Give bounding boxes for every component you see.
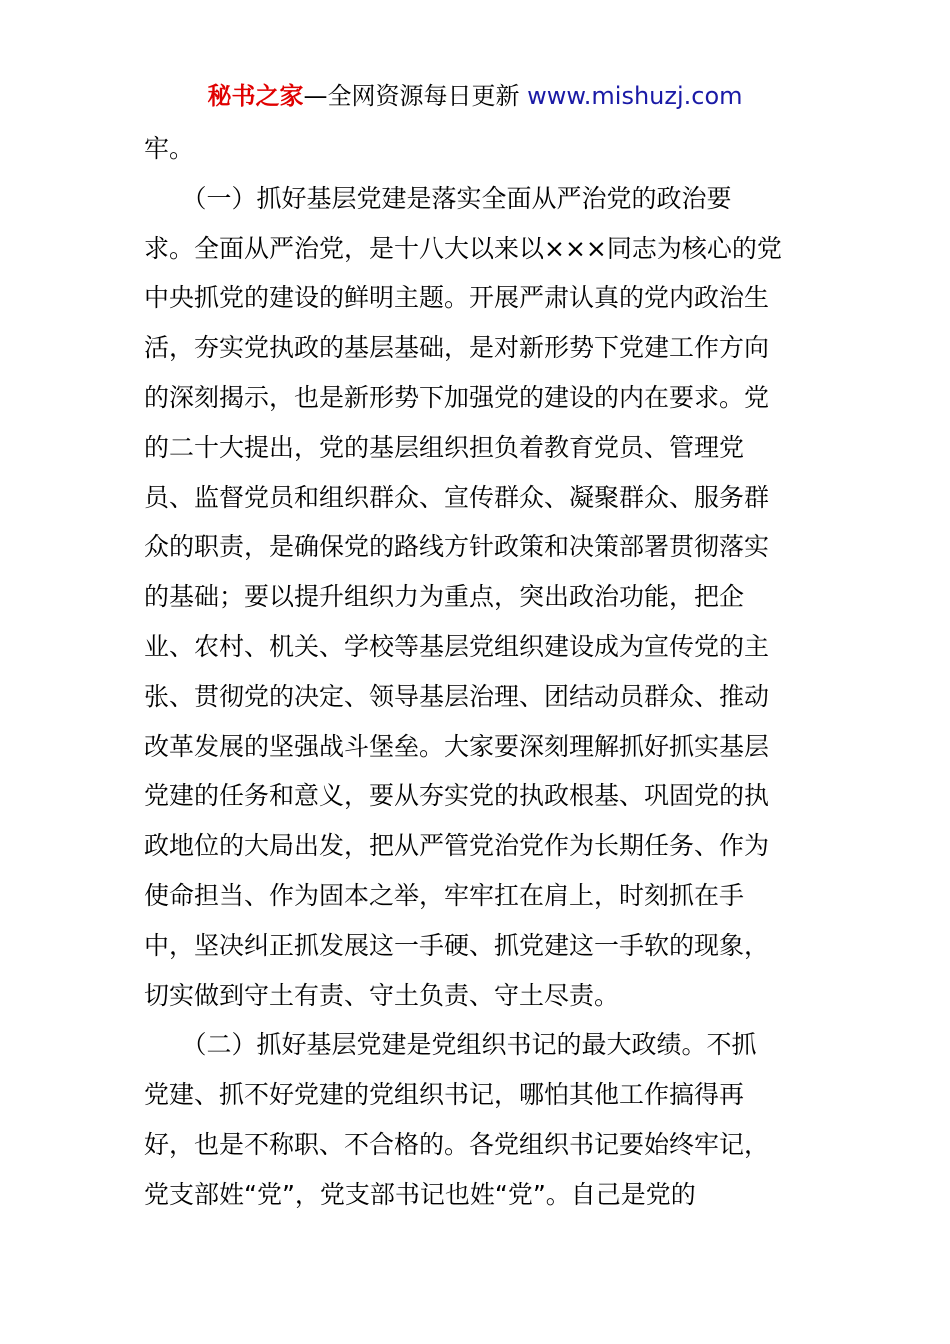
text-line: 党建的任务和意义，要从夯实党的执政根基、巩固党的执 [144, 781, 770, 811]
text-line: 活，夯实党执政的基层基础，是对新形势下党建工作方向 [144, 333, 770, 363]
text-line: 众的职责，是确保党的路线方针政策和决策部署贯彻落实 [144, 532, 770, 562]
text-line: 改革发展的坚强战斗堡垒。大家要深刻理解抓好抓实基层 [144, 731, 770, 761]
text-line: （二）抓好基层党建是党组织书记的最大政绩。不抓 [144, 1030, 757, 1060]
text-line: 好，也是不称职、不合格的。各党组织书记要始终牢记， [144, 1129, 770, 1159]
brand-name: 秘书之家 [207, 82, 304, 110]
text-line: 牢。 [144, 134, 195, 163]
text-line: 切实做到守土有责、守土负责、守土尽责。 [144, 980, 620, 1010]
website-url[interactable]: www.mishuzj.com [527, 82, 743, 110]
text-line: 政地位的大局出发，把从严管党治党作为长期任务、作为 [144, 831, 770, 861]
text-line: 员、监督党员和组织群众、宣传群众、凝聚群众、服务群 [144, 482, 770, 512]
page-header [0, 78, 950, 114]
text-line: （一）抓好基层党建是落实全面从严治党的政治要 [144, 183, 732, 213]
text-line: 中，坚决纠正抓发展这一手硬、抓党建这一手软的现象， [144, 930, 770, 960]
text-line: 求。全面从严治党，是十八大以来以×××同志为核心的党 [144, 233, 782, 263]
text-line: 的基础；要以提升组织力为重点，突出政治功能，把企 [144, 582, 745, 612]
text-line: 党支部姓“党”，党支部书记也姓“党”。自己是党的 [144, 1179, 696, 1209]
text-line: 的二十大提出，党的基层组织担负着教育党员、管理党 [144, 432, 745, 462]
text-line: 中央抓党的建设的鲜明主题。开展严肃认真的党内政治生 [144, 283, 770, 313]
document-body [144, 124, 808, 1220]
header-tagline: —全网资源每日更新 [303, 82, 528, 110]
text-line: 的深刻揭示，也是新形势下加强党的建设的内在要求。党 [144, 382, 770, 412]
text-line: 业、农村、机关、学校等基层党组织建设成为宣传党的主 [144, 631, 770, 661]
text-line: 张、贯彻党的决定、领导基层治理、团结动员群众、推动 [144, 681, 770, 711]
text-line: 使命担当、作为固本之举，牢牢扛在肩上，时刻抓在手 [144, 880, 745, 910]
text-line: 党建、抓不好党建的党组织书记，哪怕其他工作搞得再 [144, 1080, 745, 1110]
